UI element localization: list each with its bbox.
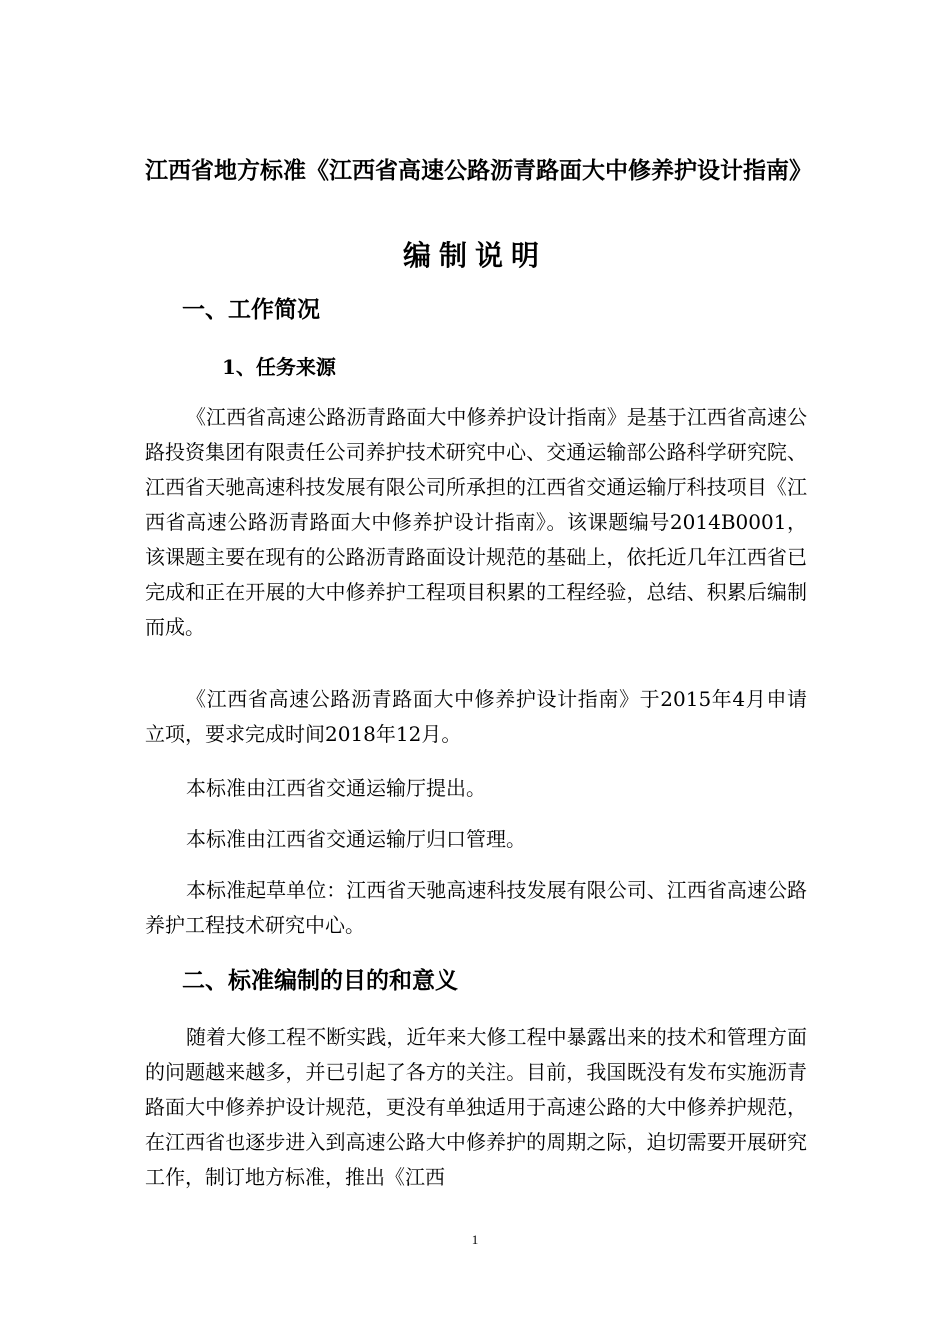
section-heading-work-overview: 一、工作简况 [182,297,320,323]
paragraph-task-source: 《江西省高速公路沥青路面大中修养护设计指南》是基于江西省高速公路投资集团有限责任公司养护技术研究中心、交通运输部公路科学研究院、江西省天驰高速科技发展有限公司所承担的江西省交通运输厅科技项目《江西省高速公路沥青路面大中修养护设计指南》。该课题编号2014B0001，该课题主要在现有的公路沥青路面设计规范的基础上，依托近几年江西省已完成和正在开展的大中修养护工程项目积累的工程经验，总结、积累后编制而成。 [145,405,807,639]
document-title: 江西省地方标准《江西省高速公路沥青路面大中修养护设计指南》 [145,158,812,184]
paragraph-administrator: 本标准由江西省交通运输厅归口管理。 [186,827,526,851]
subsection-heading-task-source: 1、任务来源 [222,355,336,379]
section-heading-purpose: 二、标准编制的目的和意义 [182,968,458,994]
paragraph-drafting-units: 本标准起草单位：江西省天驰高速科技发展有限公司、江西省高速公路养护工程技术研究中心。 [145,878,807,937]
paragraph-proposer: 本标准由江西省交通运输厅提出。 [186,776,486,800]
document-subtitle: 编制说明 [402,239,547,272]
paragraph-project-timeline: 《江西省高速公路沥青路面大中修养护设计指南》于2015年4月申请立项，要求完成时间2018年12月。 [145,687,807,746]
paragraph-purpose: 随着大修工程不断实践，近年来大修工程中暴露出来的技术和管理方面的问题越来越多，并已引起了各方的关注。目前，我国既没有发布实施沥青路面大中修养护设计规范，更没有单独适用于高速公路的大中修养护规范，在江西省也逐步进入到高速公路大中修养护的周期之际，迫切需要开展研究工作，制订地方标准，推出《江西 [145,1025,807,1189]
page-number: 1 [471,1232,479,1247]
